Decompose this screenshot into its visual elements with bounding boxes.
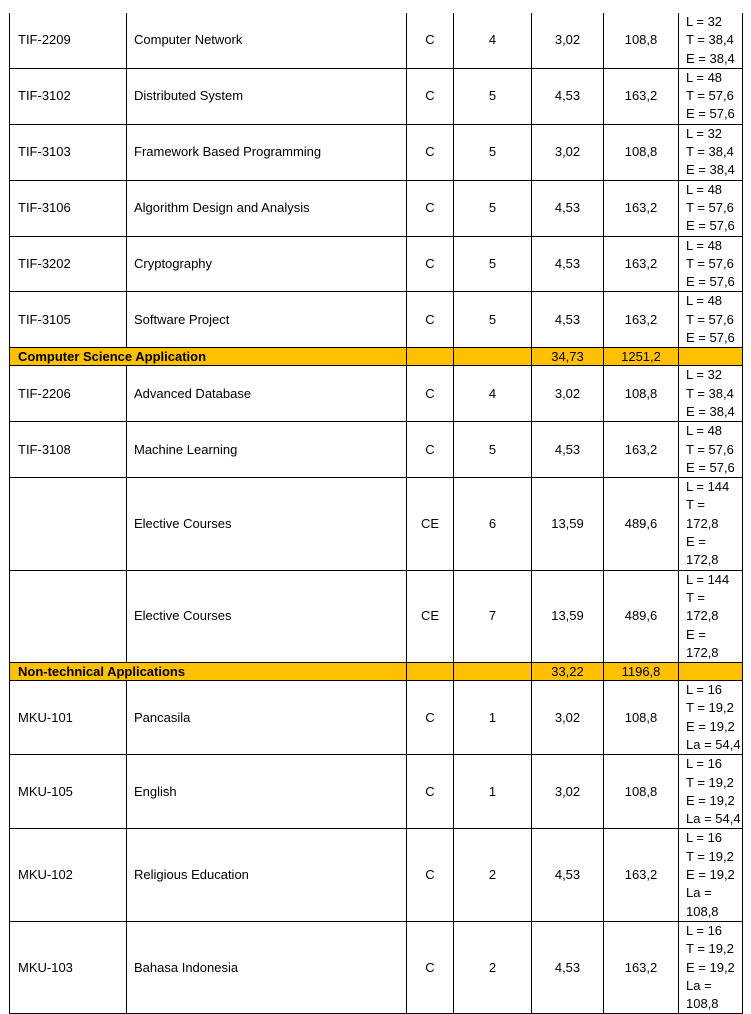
course-hours: 108,8 bbox=[604, 681, 679, 755]
course-code: MKU-103 bbox=[10, 921, 127, 1013]
course-hours: 163,2 bbox=[604, 180, 679, 236]
course-name: Pancasila bbox=[127, 681, 407, 755]
hour-distribution bbox=[679, 180, 743, 236]
distribution-line: T = 57,6 bbox=[686, 311, 734, 327]
distribution-line: L = 32 bbox=[686, 125, 723, 141]
course-credits: 13,59 bbox=[532, 570, 604, 662]
distribution-line: T = 19,2 bbox=[686, 700, 734, 716]
distribution-line: L = 16 bbox=[686, 830, 723, 846]
course-code: TIF-3103 bbox=[10, 124, 127, 180]
course-type: C bbox=[407, 180, 454, 236]
hour-distribution bbox=[679, 292, 743, 348]
course-credits: 3,02 bbox=[532, 755, 604, 829]
course-name: Religious Education bbox=[127, 829, 407, 921]
course-type: C bbox=[407, 68, 454, 124]
course-semester: 4 bbox=[454, 13, 532, 68]
distribution-line: E = 19,2 bbox=[686, 718, 735, 734]
distribution-line: L = 16 bbox=[686, 682, 723, 698]
course-code: TIF-3202 bbox=[10, 236, 127, 292]
table-row bbox=[10, 292, 743, 348]
distribution-line: T = 38,4 bbox=[686, 385, 734, 401]
course-type: CE bbox=[407, 570, 454, 662]
distribution-line: T = 57,6 bbox=[686, 255, 734, 271]
curriculum-table bbox=[9, 13, 743, 1014]
group-row bbox=[10, 348, 743, 366]
course-type: C bbox=[407, 292, 454, 348]
distribution-line: E = 57,6 bbox=[686, 106, 735, 122]
distribution-line: 172,8 bbox=[686, 644, 719, 660]
course-credits: 4,53 bbox=[532, 921, 604, 1013]
course-credits: 3,02 bbox=[532, 681, 604, 755]
course-semester: 4 bbox=[454, 366, 532, 422]
table-row bbox=[10, 681, 743, 755]
table-row bbox=[10, 180, 743, 236]
hour-distribution bbox=[679, 422, 743, 478]
course-type: C bbox=[407, 681, 454, 755]
course-code: MKU-102 bbox=[10, 829, 127, 921]
course-credits: 3,02 bbox=[532, 366, 604, 422]
course-name: Algorithm Design and Analysis bbox=[127, 180, 407, 236]
distribution-line: L = 48 bbox=[686, 293, 723, 309]
course-type: C bbox=[407, 366, 454, 422]
course-code bbox=[10, 570, 127, 662]
distribution-line: L = 16 bbox=[686, 922, 723, 938]
distribution-line: 108,8 bbox=[686, 996, 719, 1012]
distribution-line: L = 144 bbox=[686, 479, 730, 495]
distribution-line: E = 19,2 bbox=[686, 792, 735, 808]
distribution-line: 172,8 bbox=[686, 552, 719, 568]
course-credits: 4,53 bbox=[532, 236, 604, 292]
course-hours: 108,8 bbox=[604, 755, 679, 829]
distribution-line: T = bbox=[686, 497, 705, 513]
distribution-line: T = 57,6 bbox=[686, 88, 734, 104]
curriculum-table-body bbox=[10, 13, 743, 1014]
course-type: C bbox=[407, 921, 454, 1013]
distribution-line: L = 16 bbox=[686, 756, 723, 772]
distribution-line: T = 38,4 bbox=[686, 32, 734, 48]
distribution-line: 172,8 bbox=[686, 515, 719, 531]
course-name: Elective Courses bbox=[127, 570, 407, 662]
course-semester: 7 bbox=[454, 570, 532, 662]
distribution-line: L = 48 bbox=[686, 69, 723, 85]
group-semester-cell bbox=[454, 663, 532, 681]
group-hours: 1196,8 bbox=[604, 663, 679, 681]
distribution-line: E = 57,6 bbox=[686, 218, 735, 234]
course-type: C bbox=[407, 124, 454, 180]
course-semester: 5 bbox=[454, 422, 532, 478]
course-credits: 3,02 bbox=[532, 13, 604, 68]
distribution-line: La = bbox=[686, 977, 712, 993]
distribution-line: E = 38,4 bbox=[686, 50, 735, 66]
hour-distribution bbox=[679, 478, 743, 570]
course-name: Machine Learning bbox=[127, 422, 407, 478]
hour-distribution bbox=[679, 68, 743, 124]
group-credits: 34,73 bbox=[532, 348, 604, 366]
hour-distribution bbox=[679, 124, 743, 180]
table-row bbox=[10, 124, 743, 180]
distribution-line: T = 57,6 bbox=[686, 199, 734, 215]
distribution-line: E = bbox=[686, 534, 706, 550]
distribution-line: L = 48 bbox=[686, 237, 723, 253]
distribution-line: 108,8 bbox=[686, 903, 719, 919]
course-semester: 5 bbox=[454, 292, 532, 348]
course-hours: 108,8 bbox=[604, 366, 679, 422]
course-code bbox=[10, 478, 127, 570]
table-row bbox=[10, 755, 743, 829]
course-hours: 163,2 bbox=[604, 236, 679, 292]
distribution-line: E = 19,2 bbox=[686, 959, 735, 975]
course-semester: 5 bbox=[454, 68, 532, 124]
distribution-line: La = 54,4 bbox=[686, 736, 741, 752]
distribution-line: T = 57,6 bbox=[686, 441, 734, 457]
hour-distribution bbox=[679, 681, 743, 755]
table-row bbox=[10, 236, 743, 292]
hour-distribution bbox=[679, 829, 743, 921]
distribution-line: L = 144 bbox=[686, 571, 730, 587]
distribution-line: E = 57,6 bbox=[686, 459, 735, 475]
course-name: Elective Courses bbox=[127, 478, 407, 570]
distribution-line: T = bbox=[686, 589, 705, 605]
distribution-line: E = 57,6 bbox=[686, 274, 735, 290]
distribution-line: T = 38,4 bbox=[686, 144, 734, 160]
distribution-line: T = 19,2 bbox=[686, 941, 734, 957]
distribution-line: E = 19,2 bbox=[686, 867, 735, 883]
group-name: Computer Science Application bbox=[10, 348, 407, 366]
course-code: MKU-101 bbox=[10, 681, 127, 755]
course-semester: 1 bbox=[454, 755, 532, 829]
course-semester: 2 bbox=[454, 921, 532, 1013]
group-semester-cell bbox=[454, 348, 532, 366]
distribution-line: La = bbox=[686, 885, 712, 901]
table-row bbox=[10, 570, 743, 662]
course-credits: 4,53 bbox=[532, 829, 604, 921]
group-hours: 1251,2 bbox=[604, 348, 679, 366]
distribution-line: E = bbox=[686, 626, 706, 642]
table-row bbox=[10, 13, 743, 68]
course-type: CE bbox=[407, 478, 454, 570]
group-credits: 33,22 bbox=[532, 663, 604, 681]
course-semester: 2 bbox=[454, 829, 532, 921]
distribution-line: L = 32 bbox=[686, 14, 723, 29]
course-semester: 5 bbox=[454, 180, 532, 236]
course-code: TIF-3106 bbox=[10, 180, 127, 236]
course-hours: 108,8 bbox=[604, 13, 679, 68]
table-row bbox=[10, 921, 743, 1013]
course-hours: 163,2 bbox=[604, 422, 679, 478]
course-name: Software Project bbox=[127, 292, 407, 348]
course-credits: 4,53 bbox=[532, 180, 604, 236]
group-row bbox=[10, 663, 743, 681]
course-credits: 3,02 bbox=[532, 124, 604, 180]
distribution-line: T = 19,2 bbox=[686, 774, 734, 790]
distribution-line: L = 48 bbox=[686, 423, 723, 439]
table-row bbox=[10, 422, 743, 478]
hour-distribution bbox=[679, 921, 743, 1013]
course-name: Computer Network bbox=[127, 13, 407, 68]
distribution-line: L = 32 bbox=[686, 367, 723, 383]
course-hours: 108,8 bbox=[604, 124, 679, 180]
course-semester: 5 bbox=[454, 124, 532, 180]
course-code: TIF-2209 bbox=[10, 13, 127, 68]
course-type: C bbox=[407, 829, 454, 921]
course-name: Bahasa Indonesia bbox=[127, 921, 407, 1013]
hour-distribution bbox=[679, 755, 743, 829]
course-type: C bbox=[407, 13, 454, 68]
hour-distribution bbox=[679, 13, 743, 68]
hour-distribution bbox=[679, 570, 743, 662]
course-type: C bbox=[407, 236, 454, 292]
course-semester: 5 bbox=[454, 236, 532, 292]
course-name: Distributed System bbox=[127, 68, 407, 124]
course-code: MKU-105 bbox=[10, 755, 127, 829]
course-semester: 1 bbox=[454, 681, 532, 755]
course-name: Advanced Database bbox=[127, 366, 407, 422]
course-hours: 489,6 bbox=[604, 478, 679, 570]
course-code: TIF-3108 bbox=[10, 422, 127, 478]
course-name: Cryptography bbox=[127, 236, 407, 292]
hour-distribution bbox=[679, 236, 743, 292]
course-credits: 4,53 bbox=[532, 68, 604, 124]
course-hours: 163,2 bbox=[604, 68, 679, 124]
course-name: English bbox=[127, 755, 407, 829]
table-row bbox=[10, 829, 743, 921]
course-type: C bbox=[407, 755, 454, 829]
group-distribution-cell bbox=[679, 348, 743, 366]
course-credits: 13,59 bbox=[532, 478, 604, 570]
distribution-line: T = 19,2 bbox=[686, 848, 734, 864]
distribution-line: E = 57,6 bbox=[686, 330, 735, 346]
distribution-line: E = 38,4 bbox=[686, 162, 735, 178]
course-code: TIF-3105 bbox=[10, 292, 127, 348]
course-type: C bbox=[407, 422, 454, 478]
course-hours: 489,6 bbox=[604, 570, 679, 662]
course-hours: 163,2 bbox=[604, 292, 679, 348]
table-row bbox=[10, 68, 743, 124]
table-row bbox=[10, 478, 743, 570]
distribution-line: E = 38,4 bbox=[686, 403, 735, 419]
group-name: Non-technical Applications bbox=[10, 663, 407, 681]
distribution-line: 172,8 bbox=[686, 608, 719, 624]
group-distribution-cell bbox=[679, 663, 743, 681]
course-hours: 163,2 bbox=[604, 921, 679, 1013]
course-credits: 4,53 bbox=[532, 422, 604, 478]
hour-distribution bbox=[679, 366, 743, 422]
course-name: Framework Based Programming bbox=[127, 124, 407, 180]
group-type-cell bbox=[407, 663, 454, 681]
course-code: TIF-3102 bbox=[10, 68, 127, 124]
course-credits: 4,53 bbox=[532, 292, 604, 348]
table-row bbox=[10, 366, 743, 422]
course-code: TIF-2206 bbox=[10, 366, 127, 422]
distribution-line: L = 48 bbox=[686, 181, 723, 197]
course-hours: 163,2 bbox=[604, 829, 679, 921]
course-semester: 6 bbox=[454, 478, 532, 570]
group-type-cell bbox=[407, 348, 454, 366]
distribution-line: La = 54,4 bbox=[686, 811, 741, 827]
